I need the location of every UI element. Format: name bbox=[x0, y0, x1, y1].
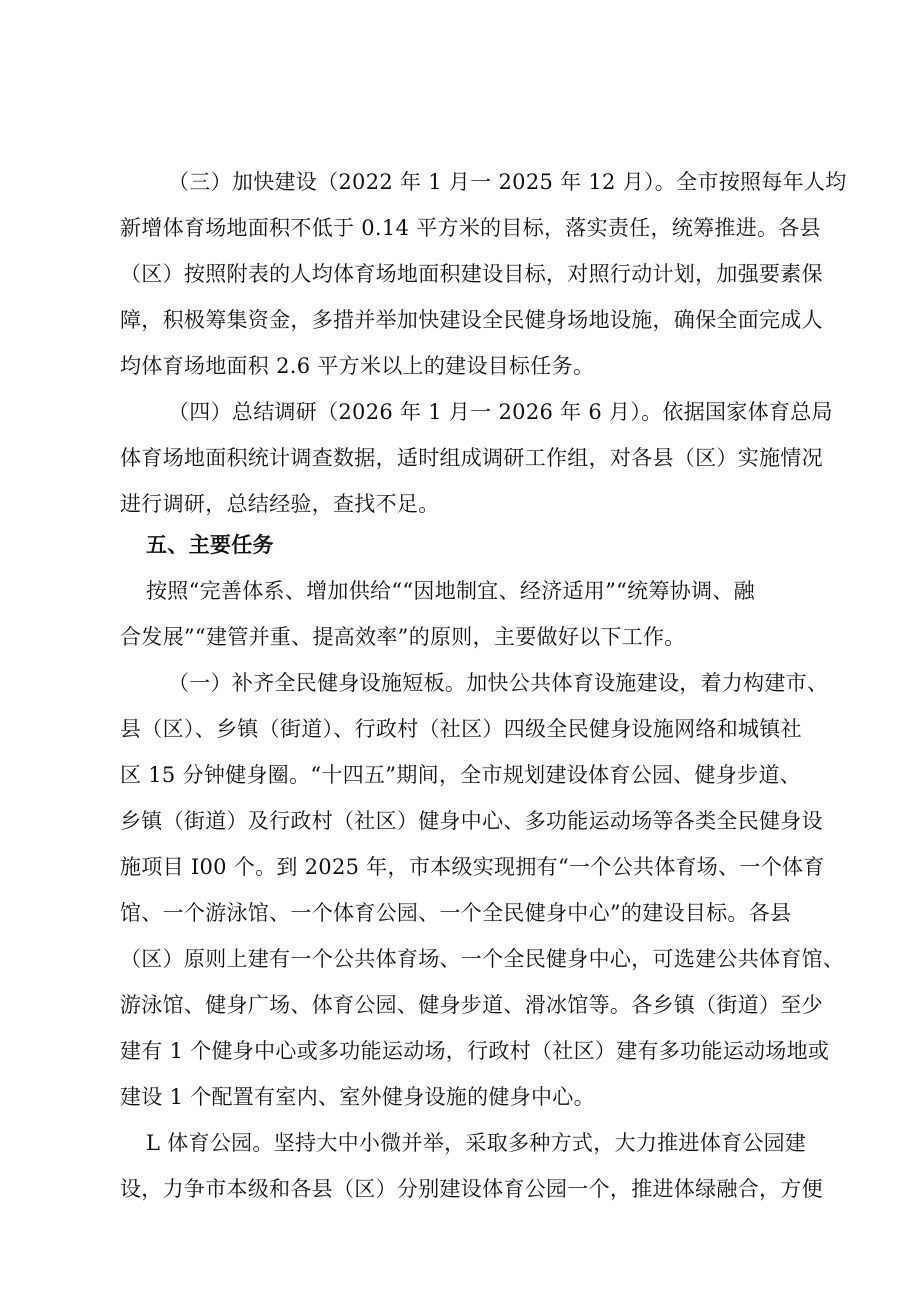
paragraph-task-one-line-8: 游泳馆、健身广场、体育公园、健身步道、滑冰馆等。各乡镇（街道）至少 bbox=[120, 993, 823, 1017]
paragraph-task-one-line-4: 乡镇（街道）及行政村（社区）健身中心、多功能运动场等各类全民健身设 bbox=[120, 809, 823, 833]
paragraph-task-one-line-9: 建有 1 个健身中心或多功能运动场，行政村（社区）建有多功能运动场地或 bbox=[120, 1039, 830, 1063]
paragraph-phase-three-line-4: 障，积极筹集资金，多措并举加快建设全民健身场地设施，确保全面完成人 bbox=[120, 308, 823, 332]
paragraph-task-one-line-5: 施项目 I00 个。到 2025 年，市本级实现拥有“一个公共体育场、一个体育 bbox=[120, 855, 825, 879]
paragraph-phase-three-line-1: （三）加快建设（2022 年 1 月一 2025 年 12 月）。全市按照每年人均 bbox=[168, 170, 847, 194]
paragraph-sports-park-line-2: 设，力争市本级和各县（区）分别建设体育公园一个，推进体绿融合，方便 bbox=[120, 1177, 823, 1201]
paragraph-principles-line-1: 按照“完善体系、增加供给““因地制宜、经济适用”“统筹协调、融 bbox=[146, 579, 755, 603]
paragraph-phase-three-line-3: （区）按照附表的人均体育场地面积建设目标，对照行动计划，加强要素保 bbox=[120, 262, 823, 286]
paragraph-sports-park-line-1: L 体育公园。坚持大中小微并举，采取多种方式，大力推进体育公园建 bbox=[146, 1131, 807, 1155]
paragraph-task-one-line-10: 建设 1 个配置有室内、室外健身设施的健身中心。 bbox=[120, 1085, 595, 1109]
paragraph-task-one-line-2: 县（区）、乡镇（街道）、行政村（社区）四级全民健身设施网络和城镇社 bbox=[120, 717, 802, 741]
paragraph-phase-three-line-5: 均体育场地面积 2.6 平方米以上的建设目标任务。 bbox=[120, 354, 595, 378]
paragraph-task-one-line-7: （区）原则上建有一个公共体育场、一个全民健身中心，可选建公共体育馆、 bbox=[120, 947, 845, 971]
paragraph-task-one-line-3: 区 15 分钟健身圈。“十四五”期间，全市规划建设体育公园、健身步道、 bbox=[120, 763, 802, 787]
paragraph-phase-four-line-2: 体育场地面积统计调查数据，适时组成调研工作组，对各县（区）实施情况 bbox=[120, 446, 823, 470]
paragraph-principles-line-2: 合发展”“建管并重、提高效率”的原则，主要做好以下工作。 bbox=[120, 625, 686, 649]
paragraph-task-one-line-1: （一）补齐全民健身设施短板。加快公共体育设施建设，着力构建市、 bbox=[168, 671, 829, 695]
paragraph-phase-three-line-2: 新增体育场地面积不低于 0.14 平方米的目标，落实责任，统筹推进。各县 bbox=[120, 216, 821, 240]
section-heading-main-tasks: 五、主要任务 bbox=[146, 533, 274, 557]
paragraph-task-one-line-6: 馆、一个游泳馆、一个体育公园、一个全民健身中心”的建设目标。各县 bbox=[120, 901, 792, 925]
paragraph-phase-four-line-1: （四）总结调研（2026 年 1 月一 2026 年 6 月）。依据国家体育总局 bbox=[168, 400, 833, 424]
paragraph-phase-four-line-3: 进行调研，总结经验，查找不足。 bbox=[120, 492, 440, 516]
